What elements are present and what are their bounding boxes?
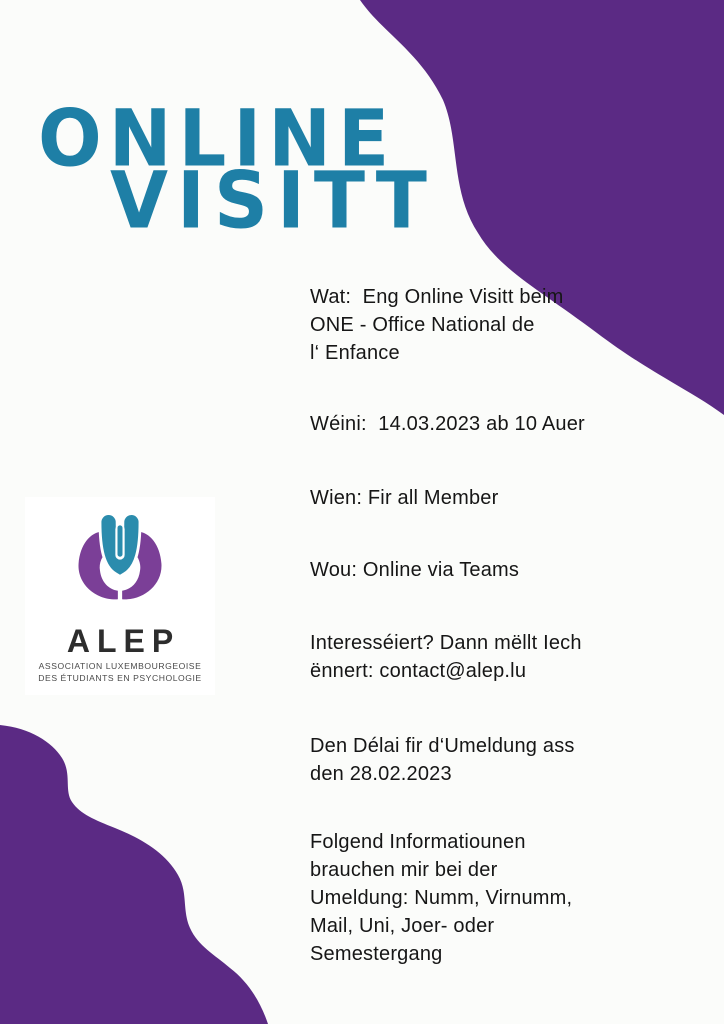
info-line-with-email: ënnert: contact@alep.lu	[310, 660, 527, 682]
brain-psi-icon	[70, 505, 170, 605]
bottom-left-blob-shape	[0, 725, 268, 1024]
logo-caption-line1: ASSOCIATION LUXEMBOURGEOISE	[38, 661, 202, 671]
info-line: Folgend Informatiounen	[310, 831, 526, 853]
poster-title-line2: VISITT	[110, 154, 436, 247]
info-block-wat	[310, 283, 655, 367]
info-block-weini	[310, 410, 655, 438]
info-block-wien	[310, 484, 655, 512]
info-line: Wien: Fir all Member	[310, 487, 499, 509]
info-line: brauchen mir bei der	[310, 859, 498, 881]
info-block-delai	[310, 732, 655, 788]
info-line: Umeldung: Numm, Virnumm,	[310, 887, 573, 909]
info-line: Den Délai fir d‘Umeldung ass	[310, 735, 575, 757]
info-block-interesseiert	[310, 629, 655, 685]
info-line: den 28.02.2023	[310, 763, 452, 785]
info-line: ONE - Office National de	[310, 314, 535, 336]
info-block-folgend	[310, 828, 655, 968]
info-line: Interesséiert? Dann mëllt Iech	[310, 632, 582, 654]
info-line: Wat: Eng Online Visitt beim	[310, 286, 564, 308]
info-line: Wou: Online via Teams	[310, 559, 520, 581]
poster-title-line1: ONLINE	[38, 92, 397, 185]
info-block-wou	[310, 556, 655, 584]
info-line: Wéini: 14.03.2023 ab 10 Auer	[310, 413, 585, 435]
alep-logo-card	[25, 497, 215, 695]
info-line: Mail, Uni, Joer- oder	[310, 915, 495, 937]
info-line: l‘ Enfance	[310, 342, 400, 364]
logo-wordmark: ALEP	[66, 623, 181, 659]
info-line: Semestergang	[310, 943, 443, 965]
logo-caption-line2: DES ÉTUDIANTS EN PSYCHOLOGIE	[38, 673, 202, 683]
